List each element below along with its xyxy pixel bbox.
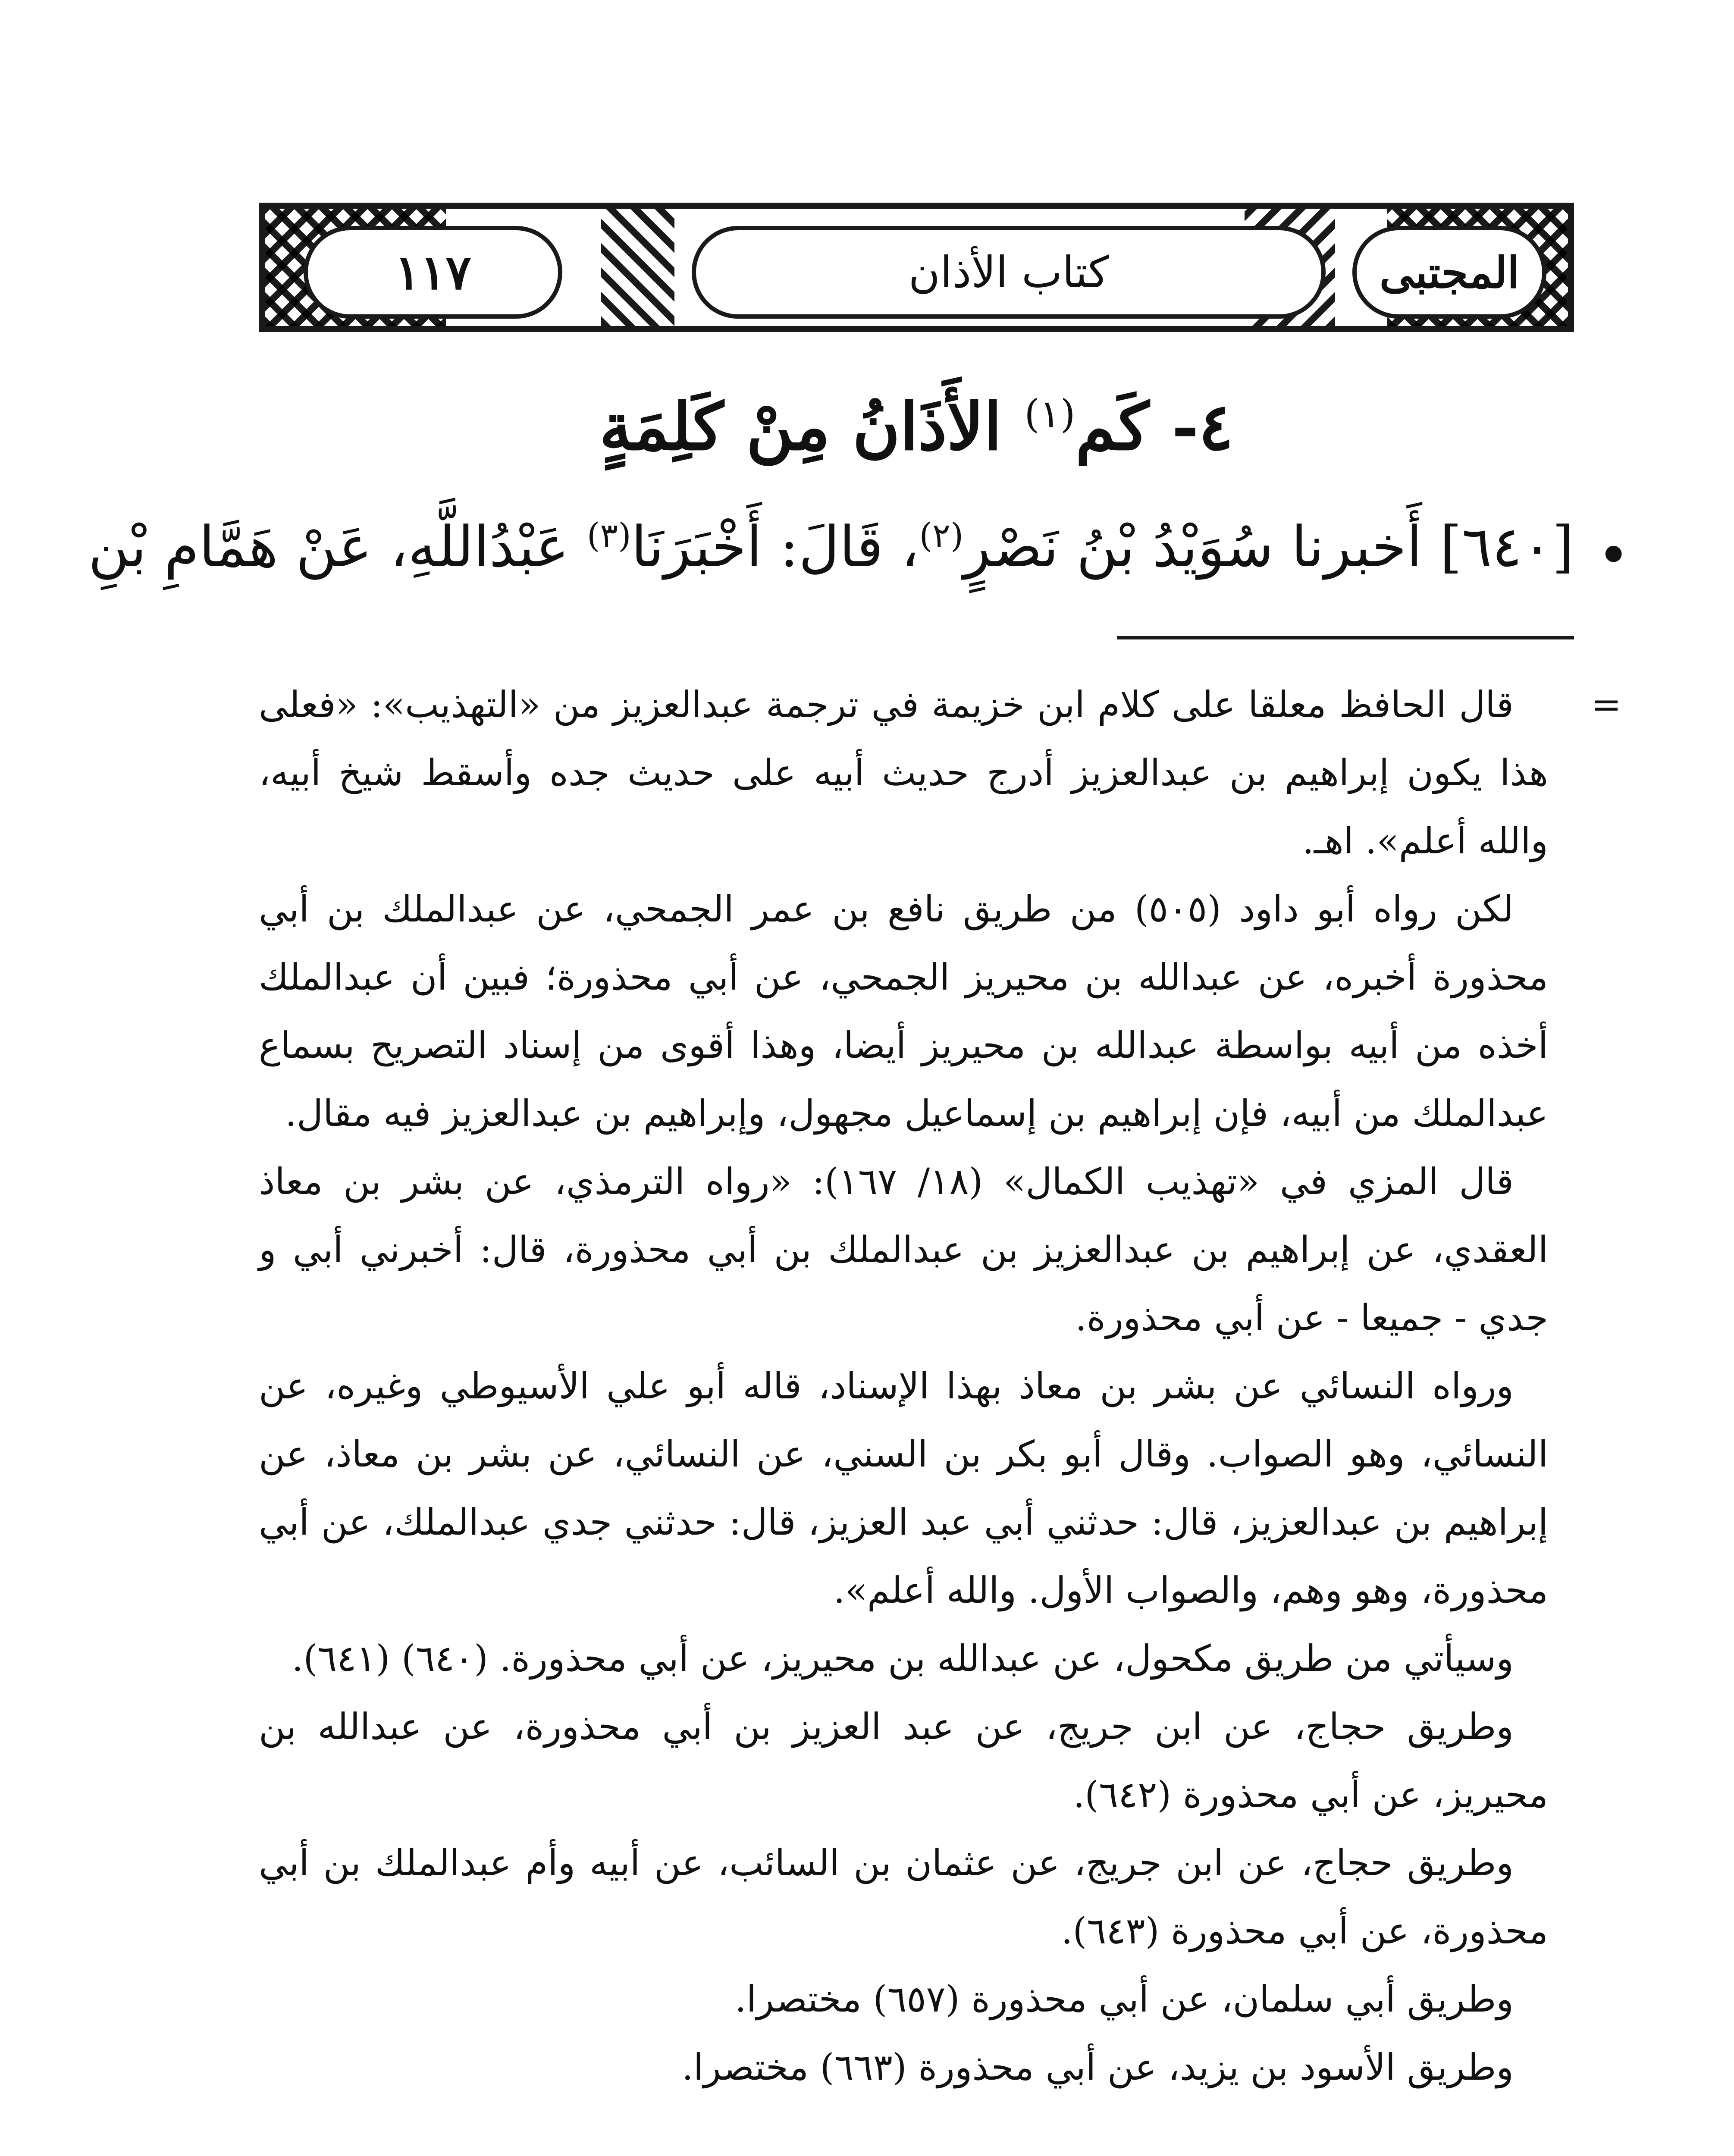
hadith-text-2: ، قَالَ: أَخْبَرَنَا (631, 514, 919, 580)
commentary-paragraph: وطريق حجاج، عن ابن جريج، عن عثمان بن السائب، عن أبيه وأم عبدالملك بن أبي محذورة، عن أبي محذورة (٦٤٣). (259, 1842, 1548, 1952)
commentary-paragraph: وسيأتي من طريق مكحول، عن عبدالله بن محيريز، عن أبي محذورة. (٦٤٠) (٦٤١). (292, 1637, 1514, 1680)
page-number: ١١٧ (395, 244, 471, 300)
footnote-ref-1: (١) (1024, 392, 1076, 437)
commentary-paragraph: لكن رواه أبو داود (٥٠٥) من طريق نافع بن عمر الجمحي، عن عبدالملك بن أبي محذورة أخبره، عن عبدالله بن محيريز الجمحي، عن أبي محذورة؛ فبين أن عبدالملك أخذه من أبيه بواسطة عبدالله بن محيريز أيضا، وهذا أقوى من إسناد التصريح بسماع عبدالملك من أبيه، فإن إبراهيم بن إسماعيل مجهول، وإبراهيم بن عبدالعزيز فيه مقال. (259, 888, 1548, 1134)
chapter-heading (259, 388, 1574, 466)
continuation-mark: = (1591, 683, 1621, 726)
commentary-paragraph: وطريق الأسود بن يزيد، عن أبي محذورة (٦٦٣) مختصرا. (682, 2046, 1514, 2088)
hadith-text-3: عَبْدُاللَّهِ، عَنْ هَمَّامِ بْنِ (88, 514, 587, 580)
commentary-paragraph: وطريق حجاج، عن ابن جريج، عن عبد العزيز بن أبي محذورة، عن عبدالله بن محيريز، عن أبي محذورة (٦٤٢). (259, 1705, 1548, 1816)
hadith-text-1: [٦٤٠] أَخبرنا سُوَيْدُ بْنُ نَصْرٍ (963, 514, 1574, 580)
footnote-ref-3: (٣) (586, 516, 631, 555)
commentary-paragraph: قال الحافظ معلقا على كلام ابن خزيمة في ترجمة عبدالعزيز من «التهذيب»: «فعلى هذا يكون إبراهيم بن عبدالعزيز أدرج حديث أبيه على حديث جده وأسقط شيخ أبيه، والله أعلم». اهـ. (259, 683, 1548, 862)
hadith-line (88, 513, 1630, 588)
running-header (259, 203, 1574, 332)
footnote-ref-2: (٢) (919, 516, 964, 555)
bullet-icon: • (1597, 523, 1630, 588)
commentary-paragraph: وطريق أبي سلمان، عن أبي محذورة (٦٥٧) مختصرا. (735, 1978, 1514, 2020)
book-name: المجتبى (1379, 247, 1520, 298)
chapter-heading-text-end: الأَذَانُ مِنْ كَلِمَةٍ (599, 389, 1025, 465)
commentary-paragraph: ورواه النسائي عن بشر بن معاذ بهذا الإسناد، قاله أبو علي الأسيوطي وغيره، عن النسائي، وهو الصواب. وقال أبو بكر بن السني، عن النسائي، عن بشر بن معاذ، عن إبراهيم بن عبدالعزيز، قال: حدثني أبي عبد العزيز، قال: حدثني جدي عبدالملك، عن أبي محذورة، وهو وهم، والصواب الأول. والله أعلم». (259, 1365, 1548, 1611)
page-number-cartouche (304, 226, 562, 319)
footnote-separator (1117, 636, 1574, 639)
book-name-cartouche (1352, 226, 1546, 319)
running-title: كتاب الأذان (908, 247, 1109, 298)
commentary-block (259, 671, 1621, 2101)
running-title-cartouche (692, 226, 1326, 319)
chapter-heading-text: ٤- كَم (1075, 389, 1234, 465)
header-ornament-middle-left (601, 209, 674, 326)
commentary-paragraph: قال المزي في «تهذيب الكمال» (١٨/ ١٦٧): «رواه الترمذي، عن بشر بن معاذ العقدي، عن إبراهيم بن عبدالعزيز بن عبدالملك بن أبي محذورة، قال: أخبرني أبي و جدي - جميعا - عن أبي محذورة. (259, 1160, 1548, 1339)
